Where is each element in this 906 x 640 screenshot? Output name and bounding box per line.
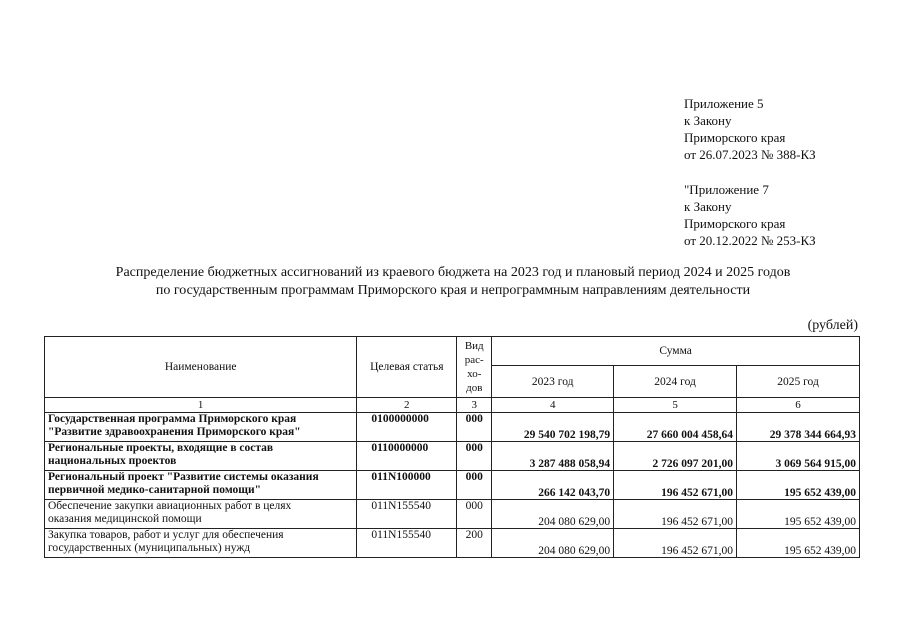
header-year-2023: 2023 год [492,366,614,398]
row-target-article: 0110000000 [357,442,457,471]
header-sum: Сумма [492,337,860,366]
appendix-line: от 20.12.2022 № 253-КЗ [684,233,816,248]
header-year-2025: 2025 год [737,366,860,398]
appendix-line: Приморского края [684,216,786,231]
row-amount-2023: 266 142 043,70 [492,471,614,500]
appendix-line: Приложение 5 [684,96,764,111]
row-target-article: 011N155540 [357,500,457,529]
row-amount-2023: 204 080 629,00 [492,529,614,558]
row-expense-type: 000 [457,413,492,442]
row-amount-2025: 195 652 439,00 [737,471,860,500]
row-name-line: национальных проектов [48,455,177,467]
table-row [45,529,860,558]
header-expense-type-line: рас- [464,354,484,366]
row-name-line: первичной медико-санитарной помощи" [48,484,261,496]
row-name-line: Государственная программа Приморского края [48,413,297,425]
row-amount-2025: 3 069 564 915,00 [737,442,860,471]
header-target-article: Целевая статья [357,337,457,398]
row-name-line: оказания медицинской помощи [48,513,202,525]
appendix-line: Приморского края [684,130,786,145]
column-number: 5 [614,398,737,413]
title-line-2: по государственным программам Приморского края и непрограммным направлениям деятельности [155,283,751,298]
row-amount-2025: 195 652 439,00 [737,500,860,529]
table-row [45,500,860,529]
row-amount-2024: 2 726 097 201,00 [614,442,737,471]
header-expense-type-line: дов [466,382,483,394]
row-expense-type: 000 [457,500,492,529]
appendix-line: "Приложение 7 [684,182,769,197]
row-name [45,529,357,558]
appendix-reference-current [684,95,816,163]
row-expense-type: 000 [457,471,492,500]
column-number: 1 [45,398,357,413]
table-row [45,471,860,500]
header-year-2024: 2024 год [614,366,737,398]
header-expense-type [457,337,492,398]
table-header-row [45,337,860,366]
column-number-row [45,398,860,413]
column-number: 3 [457,398,492,413]
document-title [0,264,906,300]
row-name-line: Региональный проект "Развитие системы оказания [48,471,319,483]
row-name [45,471,357,500]
appendix-line: от 26.07.2023 № 388-КЗ [684,147,816,162]
row-name-line: Региональные проекты, входящие в состав [48,442,274,454]
row-expense-type: 000 [457,442,492,471]
row-amount-2024: 196 452 671,00 [614,471,737,500]
header-expense-type-line: Вид [464,340,484,352]
appendix-reference-previous [684,181,816,249]
column-number: 2 [357,398,457,413]
column-number: 6 [737,398,860,413]
row-amount-2024: 196 452 671,00 [614,529,737,558]
row-amount-2025: 195 652 439,00 [737,529,860,558]
units-label: (рублей) [807,318,858,333]
row-amount-2023: 204 080 629,00 [492,500,614,529]
row-target-article: 0100000000 [357,413,457,442]
row-expense-type: 200 [457,529,492,558]
row-amount-2025: 29 378 344 664,93 [737,413,860,442]
row-name-line: Закупка товаров, работ и услуг для обеспечения [48,529,284,541]
row-name-line: "Развитие здравоохранения Приморского края" [48,426,301,438]
appendix-line: к Закону [684,199,732,214]
row-amount-2024: 27 660 004 458,64 [614,413,737,442]
table-row [45,413,860,442]
budget-table [44,336,860,558]
row-name [45,413,357,442]
row-name [45,500,357,529]
table-row [45,442,860,471]
row-amount-2023: 3 287 488 058,94 [492,442,614,471]
column-number: 4 [492,398,614,413]
appendix-line: к Закону [684,113,732,128]
row-name [45,442,357,471]
row-amount-2023: 29 540 702 198,79 [492,413,614,442]
header-name: Наименование [45,337,357,398]
title-line-1: Распределение бюджетных ассигнований из краевого бюджета на 2023 год и плановый период 2024 и 2025 годов [115,265,791,280]
row-amount-2024: 196 452 671,00 [614,500,737,529]
row-name-line: государственных (муниципальных) нужд [48,542,251,554]
row-target-article: 011N155540 [357,529,457,558]
row-name-line: Обеспечение закупки авиационных работ в целях [48,500,292,512]
row-target-article: 011N100000 [357,471,457,500]
header-expense-type-line: хо- [467,368,482,380]
